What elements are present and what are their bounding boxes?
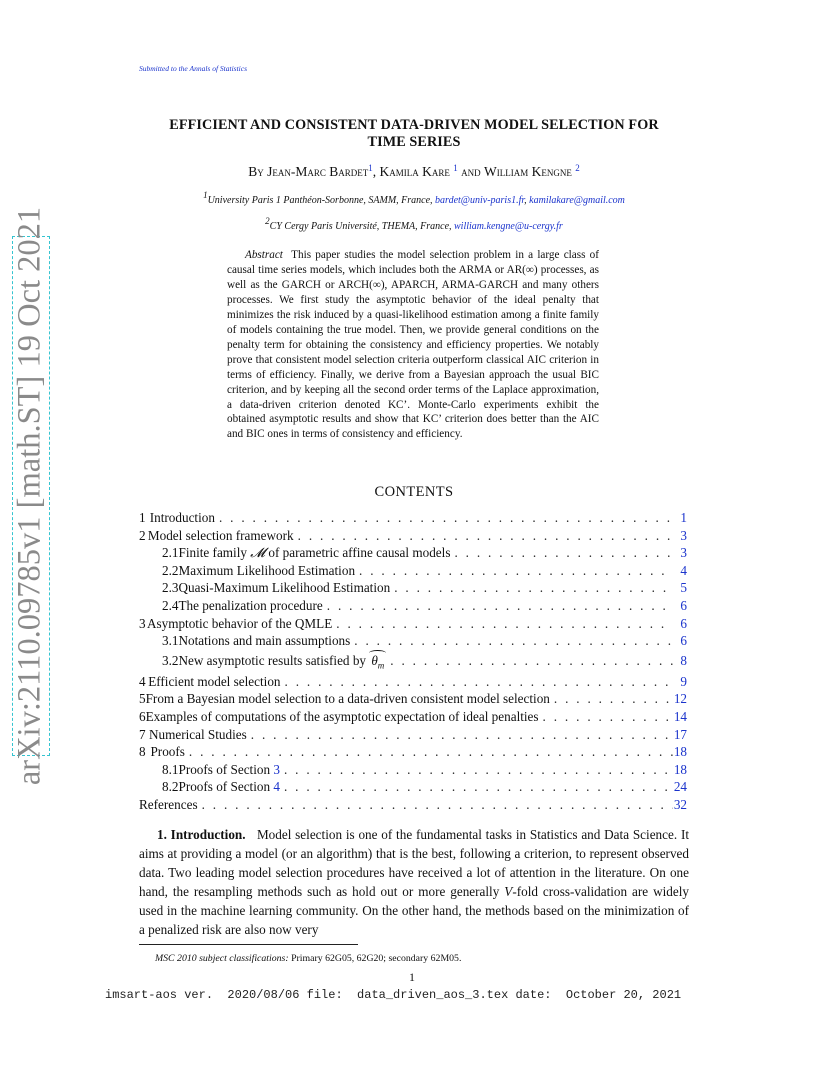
toc-entry-numerical-studies[interactable] <box>139 727 687 745</box>
toc-page-link[interactable]: 32 <box>673 796 687 812</box>
toc-page-link[interactable]: 14 <box>673 708 687 724</box>
toc-title: Notations and main assumptions <box>178 633 351 649</box>
math-script-m: 𝓜 <box>250 545 266 561</box>
footnote-label: MSC 2010 subject classifications: <box>155 953 289 964</box>
toc-title: Numerical Studies <box>148 726 247 742</box>
toc-number: 2.3 <box>162 580 179 596</box>
affiliation-2-marker: 2 <box>265 216 270 226</box>
table-of-contents <box>139 510 687 815</box>
toc-page-link[interactable]: 9 <box>680 673 687 689</box>
abstract <box>227 248 599 442</box>
toc-page-link[interactable]: 12 <box>673 691 687 707</box>
page-number: 1 <box>409 970 415 984</box>
toc-title: Proofs <box>150 744 185 760</box>
toc-leader <box>280 779 673 795</box>
toc-entry-introduction[interactable] <box>139 510 687 528</box>
toc-number: 3.2 <box>162 652 179 668</box>
affiliation-1-sep: , <box>524 195 527 206</box>
toc-number: 2.4 <box>162 597 179 613</box>
toc-number: 2.2 <box>162 562 179 578</box>
footnote-divider <box>139 944 358 945</box>
toc-entry-notations[interactable] <box>139 633 687 651</box>
toc-number: 7 <box>139 726 146 742</box>
toc-title: From a Bayesian model selection to a data-driven consistent model selection <box>145 691 550 707</box>
contents-heading: CONTENTS <box>374 484 454 500</box>
toc-title: The penalization procedure <box>178 597 323 613</box>
toc-number: 8 <box>139 744 146 760</box>
toc-entry-penalization[interactable] <box>139 598 687 616</box>
toc-entry-mle[interactable] <box>139 563 687 581</box>
math-theta: θ <box>371 652 378 668</box>
by-label: By <box>248 164 264 179</box>
toc-page-link[interactable]: 6 <box>680 597 687 613</box>
toc-number: 5 <box>139 691 146 707</box>
author-bardet-affil-ref[interactable]: 1 <box>368 163 373 173</box>
toc-number: 3 <box>139 615 146 631</box>
author-kare-affil-ref[interactable]: 1 <box>453 163 458 173</box>
toc-entry-finite-family[interactable] <box>139 545 687 563</box>
paper-title <box>110 117 718 151</box>
toc-leader <box>185 744 673 760</box>
toc-entry-new-asymptotic-results[interactable] <box>139 651 687 674</box>
toc-number: 2 <box>139 527 146 543</box>
toc-entry-bayesian[interactable] <box>139 691 687 709</box>
toc-title: References <box>139 796 198 812</box>
toc-title <box>178 653 386 671</box>
introduction-text-2: -fold cross-validation are widely used in the machine learning community. On the other hand, the methods based on the minimization of a penalized risk are also now very <box>139 884 689 938</box>
footnote <box>155 953 461 964</box>
toc-leader <box>332 616 673 632</box>
introduction-heading: 1. Introduction. <box>157 827 246 842</box>
toc-title-post: of parametric affine causal models <box>265 545 451 561</box>
title-line-1: EFFICIENT AND CONSISTENT DATA-DRIVEN MODEL SELECTION FOR <box>169 117 659 133</box>
toc-entry-proofs-section-3[interactable] <box>139 762 687 780</box>
section-ref-link[interactable]: 3 <box>273 761 280 777</box>
toc-entry-examples[interactable] <box>139 709 687 727</box>
affiliation-1-marker: 1 <box>203 190 208 200</box>
toc-leader <box>390 580 673 596</box>
author-kengne-affil-ref[interactable]: 2 <box>575 163 580 173</box>
toc-leader <box>323 598 673 614</box>
email-bardet-link[interactable]: bardet@univ-paris1.fr <box>435 195 525 206</box>
toc-page-link[interactable]: 18 <box>673 761 687 777</box>
arxiv-stamp[interactable] <box>8 206 52 786</box>
author-kare: Kamila Kare <box>379 164 450 179</box>
and-label: and <box>461 164 481 179</box>
toc-page-link[interactable]: 6 <box>680 615 687 631</box>
toc-title: Examples of computations of the asymptotic expectation of ideal penalties <box>145 708 539 724</box>
toc-title: Introduction <box>149 510 215 525</box>
footnote-text: Primary 62G05, 62G20; secondary 62M05. <box>291 953 462 964</box>
toc-leader <box>294 528 673 544</box>
math-v: V <box>504 884 513 900</box>
affiliation-2-text: CY Cergy Paris Université, THEMA, France, <box>269 221 452 232</box>
toc-page-link[interactable]: 8 <box>680 652 687 668</box>
introduction-section <box>139 825 689 940</box>
author-bardet: Jean-Marc Bardet <box>267 164 369 179</box>
abstract-text: This paper studies the model selection problem in a large class of causal time series models, which includes both the ARMA or AR(∞) processes, as well as the GARCH or ARCH(∞), APARCH, ARMA-GARCH and many others processes. We first study the asymptotic behavior of the ideal penalty that minimizes the risk induced by a quasi-likelihood estimation among a finite family of models containing the true model. Then, we provide general conditions on the penalty term for obtaining the consistency and efficiency properties. We notably prove that consistent model selection criteria outperform classical AIC criterion in terms of efficiency. Finally, we derive from a Bayesian approach the usual BIC criterion, and by keeping all the second order terms of the Laplace approximation, a data-driven criterion denoted KC’. Monte-Carlo experiments exhibit the obtained asymptotic results and show that KC’ criterion does better than the AIC and BIC ones in terms of consistency and efficiency. <box>227 249 599 441</box>
toc-entry-qmle[interactable] <box>139 580 687 598</box>
toc-page-link[interactable]: 3 <box>680 545 687 561</box>
toc-leader <box>355 563 673 579</box>
toc-title: Model selection framework <box>147 527 294 543</box>
toc-title <box>178 779 279 795</box>
document-metadata-line: imsart-aos ver. 2020/08/06 file: data_driven_aos_3.tex date: October 20, 2021 <box>105 988 682 1002</box>
arxiv-stamp-text: arXiv:2110.09785v1 [math.ST] 19 Oct 2021 <box>11 206 48 786</box>
affiliation-1 <box>110 190 718 206</box>
toc-number: 8.1 <box>162 761 179 777</box>
toc-page-link[interactable]: 17 <box>673 726 687 742</box>
email-kengne-link[interactable]: william.kengne@u-cergy.fr <box>454 221 563 232</box>
toc-number: 3.1 <box>162 633 179 649</box>
toc-entry-efficient-selection[interactable] <box>139 674 687 692</box>
introduction-text-1: Model selection is one of the fundamental tasks in Statistics and Data Science. It aims at providing a model (or an algorithm) that is the best, following a criterion, to represent observed data. Two leading model selection procedures have received a lot of attention in the literature. On one hand, the resampling methods such as hold out or more generally <box>139 827 689 900</box>
toc-number: 4 <box>139 673 146 689</box>
toc-leader <box>281 674 673 690</box>
author-kengne: William Kengne <box>484 164 572 179</box>
toc-page-link[interactable]: 5 <box>680 580 687 596</box>
affiliation-2 <box>110 216 718 232</box>
toc-number: 6 <box>139 708 146 724</box>
toc-page-link[interactable]: 4 <box>680 562 687 578</box>
toc-page-link[interactable]: 18 <box>673 744 687 760</box>
toc-title-pre: Finite family <box>178 545 251 561</box>
section-ref-link[interactable]: 4 <box>273 779 280 795</box>
toc-title <box>178 762 279 778</box>
toc-leader <box>386 653 673 669</box>
toc-title-pre: New asymptotic results satisfied by <box>178 652 370 668</box>
email-kare-link[interactable]: kamilakare@gmail.com <box>529 195 625 206</box>
toc-page-link[interactable]: 1 <box>680 510 687 525</box>
math-theta-hat <box>369 653 386 671</box>
toc-entry-proofs-section-4[interactable] <box>139 779 687 797</box>
toc-number: 8.2 <box>162 779 179 795</box>
toc-title-text: Proofs of Section <box>178 761 274 777</box>
toc-entry-asymptotic-qmle[interactable] <box>139 616 687 634</box>
toc-number: 1 <box>139 510 146 525</box>
toc-leader <box>550 691 673 707</box>
toc-leader <box>198 797 673 813</box>
abstract-label: Abstract <box>245 249 283 261</box>
toc-title-text: Proofs of Section <box>178 779 274 795</box>
toc-title: Maximum Likelihood Estimation <box>178 562 356 578</box>
journal-header[interactable]: Submitted to the Annals of Statistics <box>139 64 247 73</box>
toc-page-link[interactable]: 24 <box>673 779 687 795</box>
toc-leader <box>280 762 673 778</box>
author-list: By Jean-Marc Bardet$^1$, Kamila Kare $^1$ and William Kengne $^2$ <box>248 163 580 179</box>
toc-page-link[interactable]: 6 <box>680 633 687 649</box>
toc-title: Quasi-Maximum Likelihood Estimation <box>178 580 391 596</box>
title-line-2: TIME SERIES <box>367 134 461 150</box>
toc-number: 2.1 <box>162 545 179 561</box>
toc-entry-model-selection-framework[interactable] <box>139 528 687 546</box>
toc-leader <box>350 633 673 649</box>
toc-title <box>178 545 450 561</box>
toc-page-link[interactable]: 3 <box>680 527 687 543</box>
toc-leader <box>450 545 673 561</box>
math-subscript-m: m <box>377 660 385 671</box>
toc-leader <box>539 709 673 725</box>
toc-title: Asymptotic behavior of the QMLE <box>146 615 333 631</box>
toc-title: Efficient model selection <box>148 673 281 689</box>
affiliation-1-text: University Paris 1 Panthéon-Sorbonne, SAMM, France, <box>207 195 433 206</box>
toc-leader <box>215 510 673 526</box>
toc-entry-proofs[interactable] <box>139 744 687 762</box>
toc-entry-references[interactable] <box>139 797 687 815</box>
toc-leader <box>247 727 673 743</box>
